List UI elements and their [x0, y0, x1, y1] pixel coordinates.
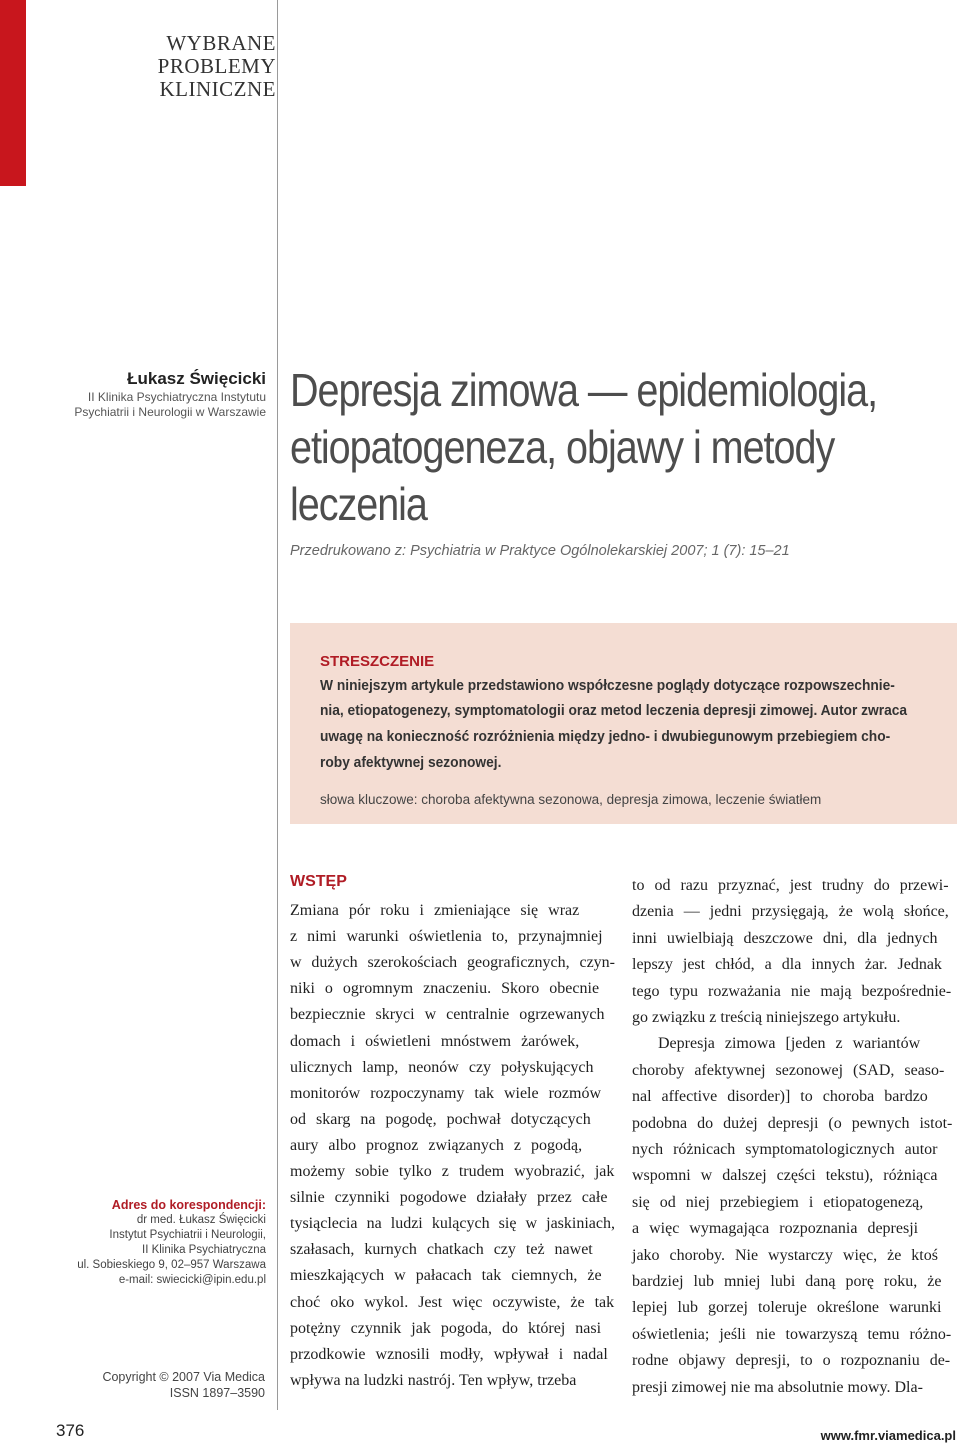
abstract-line: nia, etiopatogenezy, symptomatologii oraz metod leczenia depresji zimowej. Autor zwraca — [320, 703, 908, 719]
body-text-line: jako choroby. Nie wystarczy więc, że ktoś — [632, 1246, 938, 1264]
correspondence-line: II Klinika Psychiatryczna — [142, 1244, 266, 1256]
body-text-line: z nimi warunki oświetlenia to, przynajmniej — [290, 928, 603, 946]
issn-line: ISSN 1897–3590 — [169, 1386, 265, 1400]
correspondence-line: dr med. Łukasz Święcicki — [136, 1214, 266, 1226]
body-text-line: choć oko wykol. Jest więc oczywiste, że tak — [290, 1293, 615, 1311]
body-text-line: Zmiana pór roku i zmieniające się wraz — [290, 902, 580, 919]
author-affiliation-line: Psychiatrii i Neurologii w Warszawie — [74, 405, 266, 419]
body-text-line: szałasach, kurnych chatkach czy też nawet — [290, 1241, 593, 1259]
abstract-line: W niniejszym artykule przedstawiono współczesne poglądy dotyczące rozpowszechnie- — [320, 678, 895, 694]
author-affiliation-line: II Klinika Psychiatryczna Instytutu — [87, 390, 266, 404]
abstract-line: roby afektywnej sezonowej. — [320, 755, 502, 771]
body-text-line: lepiej lub gorzej toleruje określone warunki — [632, 1299, 942, 1317]
body-text-line: oświetlenia; jeśli nie towarzyszą temu różno- — [632, 1325, 952, 1343]
copyright-block — [40, 1369, 265, 1401]
body-text-line: wspomni w dalszej części tekstu), różniąca — [632, 1167, 938, 1185]
correspondence-email: e-mail: swiecicki@ipin.edu.pl — [118, 1274, 266, 1286]
correspondence-line: ul. Sobieskiego 9, 02–957 Warszawa — [77, 1259, 266, 1271]
body-text-line: przodkowie wznosili modły, wpływał i nadal — [290, 1345, 608, 1363]
body-text-line: tego typu rozważania nie mają bezpośrednie- — [632, 982, 952, 1000]
body-text-line: tysiąclecia na ludzi kulących się w jaskiniach, — [290, 1215, 615, 1233]
author-name: Łukasz Święcicki — [127, 369, 266, 388]
keywords: słowa kluczowe: choroba afektywna sezonowa, depresja zimowa, leczenie światłem — [320, 792, 822, 807]
abstract-line: uwagę na konieczność rozróżnienia między jedno- i dwubiegunowym przebiegiem cho- — [320, 729, 891, 745]
correspondence-line: Instytut Psychiatrii i Neurologii, — [109, 1229, 266, 1241]
section-label-line: PROBLEMY — [157, 54, 276, 78]
section-label — [120, 32, 276, 101]
reprint-note: Przedrukowano z: Psychiatria w Praktyce Ogólnolekarskiej 2007; 1 (7): 15–21 — [290, 543, 790, 559]
body-text-line: ulicznych lamp, neonów czy połyskujących — [290, 1058, 594, 1076]
section-label-line: WYBRANE — [166, 31, 276, 55]
body-text-line: nych różnicach symptomatologicznych autor — [632, 1141, 938, 1158]
title-line: etiopatogeneza, objawy i metody — [290, 421, 835, 473]
body-text-line: mieszkających w pałacach tak ciemnych, że — [290, 1267, 602, 1285]
author-block — [30, 368, 266, 420]
body-text-line: podobna do dużej depresji (o pewnych istot- — [632, 1114, 953, 1132]
body-text-line: dzenia — jedni przysięgają, że wolą słońce, — [632, 903, 949, 921]
body-text-line: się od niej przebiegiem i etiopatogenezą, — [632, 1193, 924, 1211]
body-text-line: niki o ogromnym znaczeniu. Skoro obecnie — [290, 980, 600, 998]
body-text-line: Depresja zimowa [jeden z wariantów — [658, 1035, 921, 1053]
body-text-line: wpływa na ludzki nastrój. Ten wpływ, trzeba — [290, 1371, 577, 1389]
body-text-line: aury albo prognoz związanych z pogodą, — [290, 1136, 583, 1154]
copyright-line: Copyright © 2007 Via Medica — [102, 1370, 265, 1384]
page-number: 376 — [56, 1421, 85, 1440]
body-text-line: potężny czynnik jak pogoda, do której nasi — [290, 1319, 602, 1337]
body-text-line: rodne objawy depresji, to o rozpoznaniu de- — [632, 1352, 951, 1370]
body-text-line: nal affective disorder)] to choroba bardzo — [632, 1088, 928, 1106]
body-text-line: bezpiecznie skryci w centralnie ogrzewanych — [290, 1006, 605, 1024]
section-label-line: KLINICZNE — [159, 77, 276, 101]
body-text-line: w dużych szerokościach geograficznych, czyn- — [290, 954, 615, 972]
section-color-bar — [0, 0, 26, 186]
title-line: Depresja zimowa — epidemiologia, — [290, 364, 878, 416]
body-text-line: to od razu przyznać, jest trudny do przewi- — [632, 877, 949, 894]
body-text-line: presji zimowej nie ma absolutnie mowy. Dla- — [632, 1378, 923, 1396]
abstract-heading: STRESZCZENIE — [320, 653, 435, 670]
body-text-line: lepszy jest chłód, a dla innych żar. Jednak — [632, 956, 942, 974]
body-text-line: choroby afektywnej sezonowej (SAD, seaso- — [632, 1061, 945, 1079]
title-line: leczenia — [290, 478, 427, 530]
article-title — [290, 362, 878, 533]
body-text-line: monitorów rozpoczynamy tak wiele rozmów — [290, 1084, 602, 1102]
body-text-line: silnie czynniki pogodowe działały przez całe — [290, 1189, 608, 1207]
body-text-line: go związku z treścią niniejszego artykułu. — [632, 1009, 901, 1026]
correspondence-block — [40, 1198, 266, 1288]
body-text-line: domach i oświetleni mnóstwem żarówek, — [290, 1032, 580, 1050]
body-text-line: inni uwielbiają deszczowe dni, dla jednych — [632, 929, 938, 947]
column-divider — [277, 0, 278, 1410]
body-text-line: bardziej lub mniej lubi daną porę roku, że — [632, 1273, 942, 1290]
correspondence-heading: Adres do korespondencji: — [111, 1198, 266, 1212]
body-text-line: od skarg na pogodę, pochwał dotyczących — [290, 1110, 591, 1128]
body-text-line: możemy sobie tylko z trudem wyobrazić, jak — [290, 1163, 615, 1180]
abstract-box — [290, 623, 957, 824]
body-text-line: a więc wymagająca rozpoznania depresji — [632, 1220, 919, 1238]
website-link[interactable]: www.fmr.viamedica.pl — [820, 1428, 956, 1443]
intro-heading: WSTĘP — [290, 873, 347, 890]
